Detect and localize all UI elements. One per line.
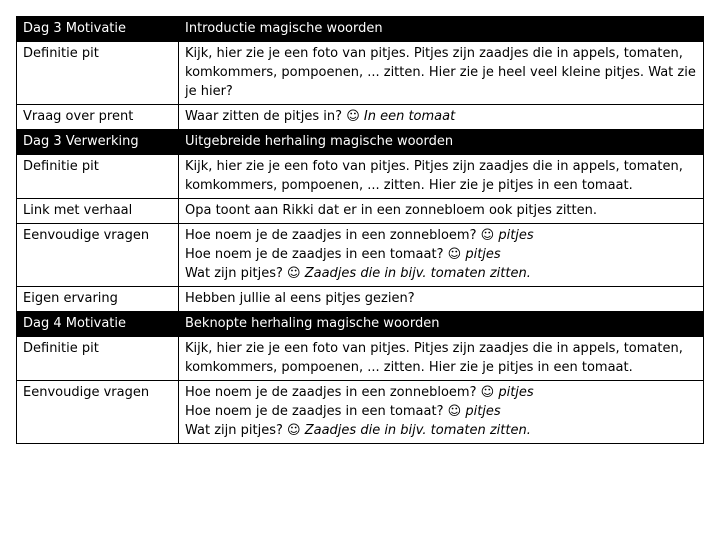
expected-answer: Zaadjes die in bijv. tomaten zitten. (304, 266, 531, 281)
content-line (185, 421, 697, 440)
row-label: Eenvoudige vragen (17, 224, 179, 287)
section-header-row (17, 130, 704, 155)
content-text: Hebben jullie al eens pitjes gezien? (185, 291, 415, 306)
content-line (185, 383, 697, 402)
table-row (17, 381, 704, 444)
content-text: Hoe noem je de zaadjes in een zonnebloem? (185, 228, 481, 243)
smiley-icon: ☺ (480, 385, 495, 400)
expected-answer: pitjes (498, 385, 534, 400)
content-text: Hoe noem je de zaadjes in een zonnebloem? (185, 385, 481, 400)
expected-answer: Zaadjes die in bijv. tomaten zitten. (304, 423, 531, 438)
section-day-label: Dag 3 Verwerking (17, 130, 179, 155)
content-line (185, 339, 697, 377)
expected-answer: pitjes (465, 247, 501, 262)
lesson-plan-body (17, 17, 704, 444)
table-row (17, 199, 704, 224)
content-text: Waar zitten de pitjes in? (185, 109, 347, 124)
content-line (185, 226, 697, 245)
row-label: Link met verhaal (17, 199, 179, 224)
row-label: Definitie pit (17, 337, 179, 381)
expected-answer: pitjes (465, 404, 501, 419)
table-row (17, 337, 704, 381)
content-text: Hoe noem je de zaadjes in een tomaat? (185, 247, 448, 262)
section-title: Uitgebreide herhaling magische woorden (179, 130, 704, 155)
table-row (17, 155, 704, 199)
row-content (179, 287, 704, 312)
row-label: Definitie pit (17, 155, 179, 199)
table-row (17, 287, 704, 312)
content-text: Wat zijn pitjes? (185, 423, 288, 438)
row-content (179, 155, 704, 199)
row-content (179, 105, 704, 130)
content-line (185, 264, 697, 283)
content-line (185, 201, 697, 220)
content-line (185, 107, 697, 126)
smiley-icon: ☺ (287, 423, 301, 438)
row-label: Eenvoudige vragen (17, 381, 179, 444)
section-header-row (17, 17, 704, 42)
smiley-icon: ☺ (447, 404, 462, 419)
row-content (179, 381, 704, 444)
content-line (185, 245, 697, 264)
row-label: Definitie pit (17, 42, 179, 105)
row-content (179, 337, 704, 381)
row-content (179, 199, 704, 224)
content-line (185, 157, 697, 195)
content-text: Hoe noem je de zaadjes in een tomaat? (185, 404, 448, 419)
section-day-label: Dag 4 Motivatie (17, 312, 179, 337)
section-day-label: Dag 3 Motivatie (17, 17, 179, 42)
content-text: Kijk, hier zie je een foto van pitjes. Pitjes zijn zaadjes die in appels, tomaten, komkommers, pompoenen, ... zitten. Hier zie je pitjes in een tomaat. (185, 341, 683, 375)
smiley-icon: ☺ (287, 266, 301, 281)
smiley-icon: ☺ (480, 228, 495, 243)
row-content (179, 42, 704, 105)
table-row (17, 42, 704, 105)
section-header-row (17, 312, 704, 337)
section-title: Beknopte herhaling magische woorden (179, 312, 704, 337)
section-title: Introductie magische woorden (179, 17, 704, 42)
table-row (17, 224, 704, 287)
expected-answer: In een tomaat (363, 109, 456, 124)
lesson-plan-table (16, 16, 704, 444)
smiley-icon: ☺ (447, 247, 462, 262)
content-text: Opa toont aan Rikki dat er in een zonnebloem ook pitjes zitten. (185, 203, 597, 218)
smiley-icon: ☺ (346, 109, 360, 124)
row-label: Eigen ervaring (17, 287, 179, 312)
content-text: Wat zijn pitjes? (185, 266, 288, 281)
row-content (179, 224, 704, 287)
content-line (185, 402, 697, 421)
row-label: Vraag over prent (17, 105, 179, 130)
content-text: Kijk, hier zie je een foto van pitjes. Pitjes zijn zaadjes die in appels, tomaten, komkommers, pompoenen, ... zitten. Hier zie je pitjes in een tomaat. (185, 159, 683, 193)
expected-answer: pitjes (498, 228, 534, 243)
content-line (185, 44, 697, 101)
table-row (17, 105, 704, 130)
content-text: Kijk, hier zie je een foto van pitjes. Pitjes zijn zaadjes die in appels, tomaten, komkommers, pompoenen, ... zitten. Hier zie je heel veel kleine pitjes. Wat zie je hier? (185, 46, 696, 99)
content-line (185, 289, 697, 308)
